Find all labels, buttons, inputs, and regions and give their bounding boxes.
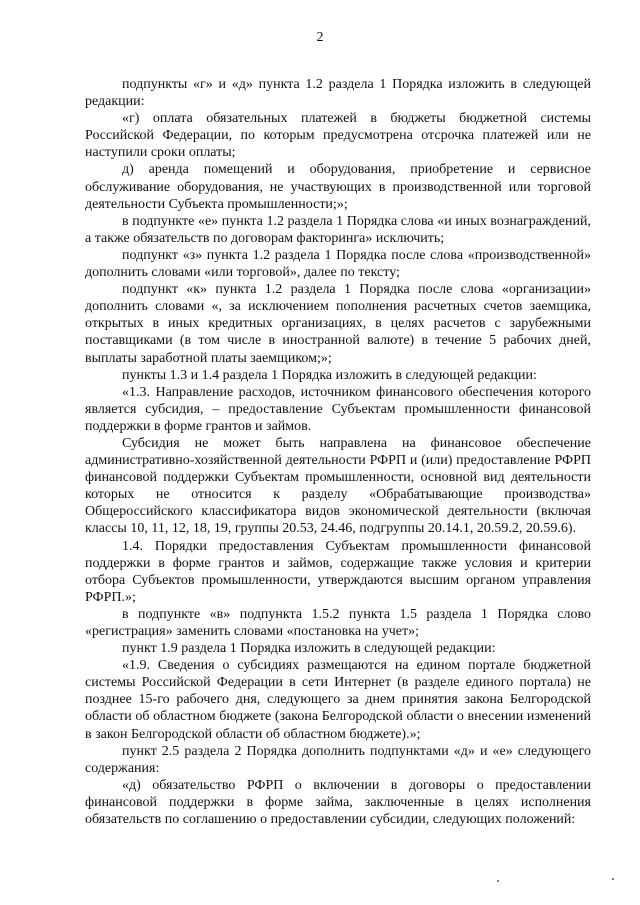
paragraph: «1.3. Направление расходов, источником финансового обеспечения которого является субсидия, – предоставление Субъектам промышленности финансовой поддержки в форме грантов и займов. <box>85 384 591 434</box>
paragraph: в подпункте «е» пункта 1.2 раздела 1 Порядка слова «и иных вознаграждений, а также обязательств по договорам факторинга» исключить; <box>85 213 591 246</box>
paragraph: пункт 1.9 раздела 1 Порядка изложить в следующей редакции: <box>122 641 496 657</box>
paragraph: подпункты «г» и «д» пункта 1.2 раздела 1 Порядка изложить в следующей редакции: <box>85 77 591 110</box>
paragraph: д) аренда помещений и оборудования, приобретение и сервисное обслуживание оборудования, не участвующих в производственной или торговой деятельности Субъекта промышленности;»; <box>85 162 591 212</box>
paragraph: подпункт «к» пункта 1.2 раздела 1 Порядка после слова «организации» дополнить словами «, за исключением пополнения расчетных счетов заемщика, открытых в иных кредитных организациях, в целях расчетов с зарубежными поставщиками (в том числе в иностранной валюте) в течение 5 рабочих дней, выплаты заработной платы заемщиком;»; <box>85 282 591 366</box>
page-number: 2 <box>316 30 324 45</box>
paragraph: «д) обязательство РФРП о включении в договоры о предоставлении финансовой поддержки в форме займа, заключенные в целях исполнения обязательств по соглашению о предоставлении субсидии, следующих положений: <box>85 777 591 828</box>
paragraph: пункт 2.5 раздела 2 Порядка дополнить подпунктами «д» и «е» следующего содержания: <box>85 743 591 776</box>
scan-speck <box>497 880 499 882</box>
paragraph: Субсидия не может быть направлена на финансовое обеспечение административно-хозяйственной деятельности РФРП и (или) предоставление РФРП финансовой поддержки Субъектам промышленности, основной вид деятельности которых не относится к разделу «Обрабатывающие производства» Общероссийского классификатора видов экономической деятельности (включая классы 10, 11, 12, 18, 19, группы 20.53, 24.46, подгруппы 20.14.1, 20.59.2, 20.59.6). <box>85 435 591 537</box>
paragraph: в подпункте «в» подпункта 1.5.2 пункта 1.5 раздела 1 Порядка слово «регистрация» заменить словами «постановка на учет»; <box>85 606 591 639</box>
document-body <box>85 76 591 828</box>
paragraph: 1.4. Порядки предоставления Субъектам промышленности финансовой поддержки в форме грантов и займов, содержащие также условия и критерии отбора Субъектов промышленности, утверждаются высшим органом управления РФРП.»; <box>85 538 591 605</box>
paragraph: пункты 1.3 и 1.4 раздела 1 Порядка изложить в следующей редакции: <box>122 367 537 383</box>
paragraph: «г) оплата обязательных платежей в бюджеты бюджетной системы Российской Федерации, по которым предусмотрена отсрочка платежей или не наступили сроки оплаты; <box>85 111 591 161</box>
paragraph: подпункт «з» пункта 1.2 раздела 1 Порядка после слова «производственной» дополнить словами «или торговой», далее по тексту; <box>85 247 591 281</box>
paragraph: «1.9. Сведения о субсидиях размещаются на едином портале бюджетной системы Российской Федерации в сети Интернет (в разделе единого портала) не позднее 15-го рабочего дня, следующего за днем принятия закона Белгородской области об областном бюджете (закона Белгородской области о внесении изменений в закон Белгородской области об областном бюджете).»; <box>85 658 591 742</box>
scan-speck <box>612 878 614 880</box>
